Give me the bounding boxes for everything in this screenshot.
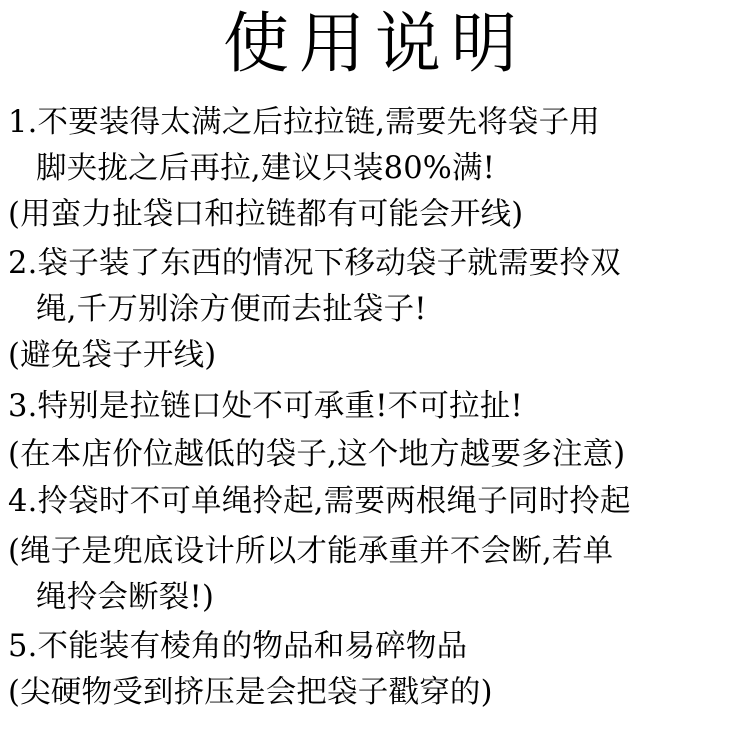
instruction-line-2-continued: 绳,千万别涂方便而去扯袋子!	[36, 292, 427, 327]
instruction-line-4: 4.拎袋时不可单绳拎起,需要两根绳子同时拎起	[8, 484, 631, 519]
instruction-note-4-continued: 绳拎会断裂!)	[36, 580, 215, 615]
instruction-note-1: (用蛮力扯袋口和拉链都有可能会开线)	[8, 197, 524, 232]
instruction-note-3: (在本店价位越低的袋子,这个地方越要多注意)	[8, 437, 626, 472]
instruction-line-2: 2.袋子装了东西的情况下移动袋子就需要拎双	[8, 246, 621, 281]
instruction-note-2: (避免袋子开线)	[8, 338, 217, 373]
instruction-line-3: 3.特别是拉链口处不可承重!不可拉扯!	[8, 389, 523, 424]
instruction-note-5: (尖硬物受到挤压是会把袋子戳穿的)	[8, 675, 493, 710]
instruction-line-1: 1.不要装得太满之后拉拉链,需要先将袋子用	[8, 105, 600, 140]
instruction-line-1-continued: 脚夹拢之后再拉,建议只装80%满!	[36, 151, 496, 186]
instruction-line-5: 5.不能装有棱角的物品和易碎物品	[8, 629, 468, 664]
instruction-note-4: (绳子是兜底设计所以才能承重并不会断,若单	[8, 534, 614, 569]
page-title: 使用说明	[223, 5, 527, 82]
